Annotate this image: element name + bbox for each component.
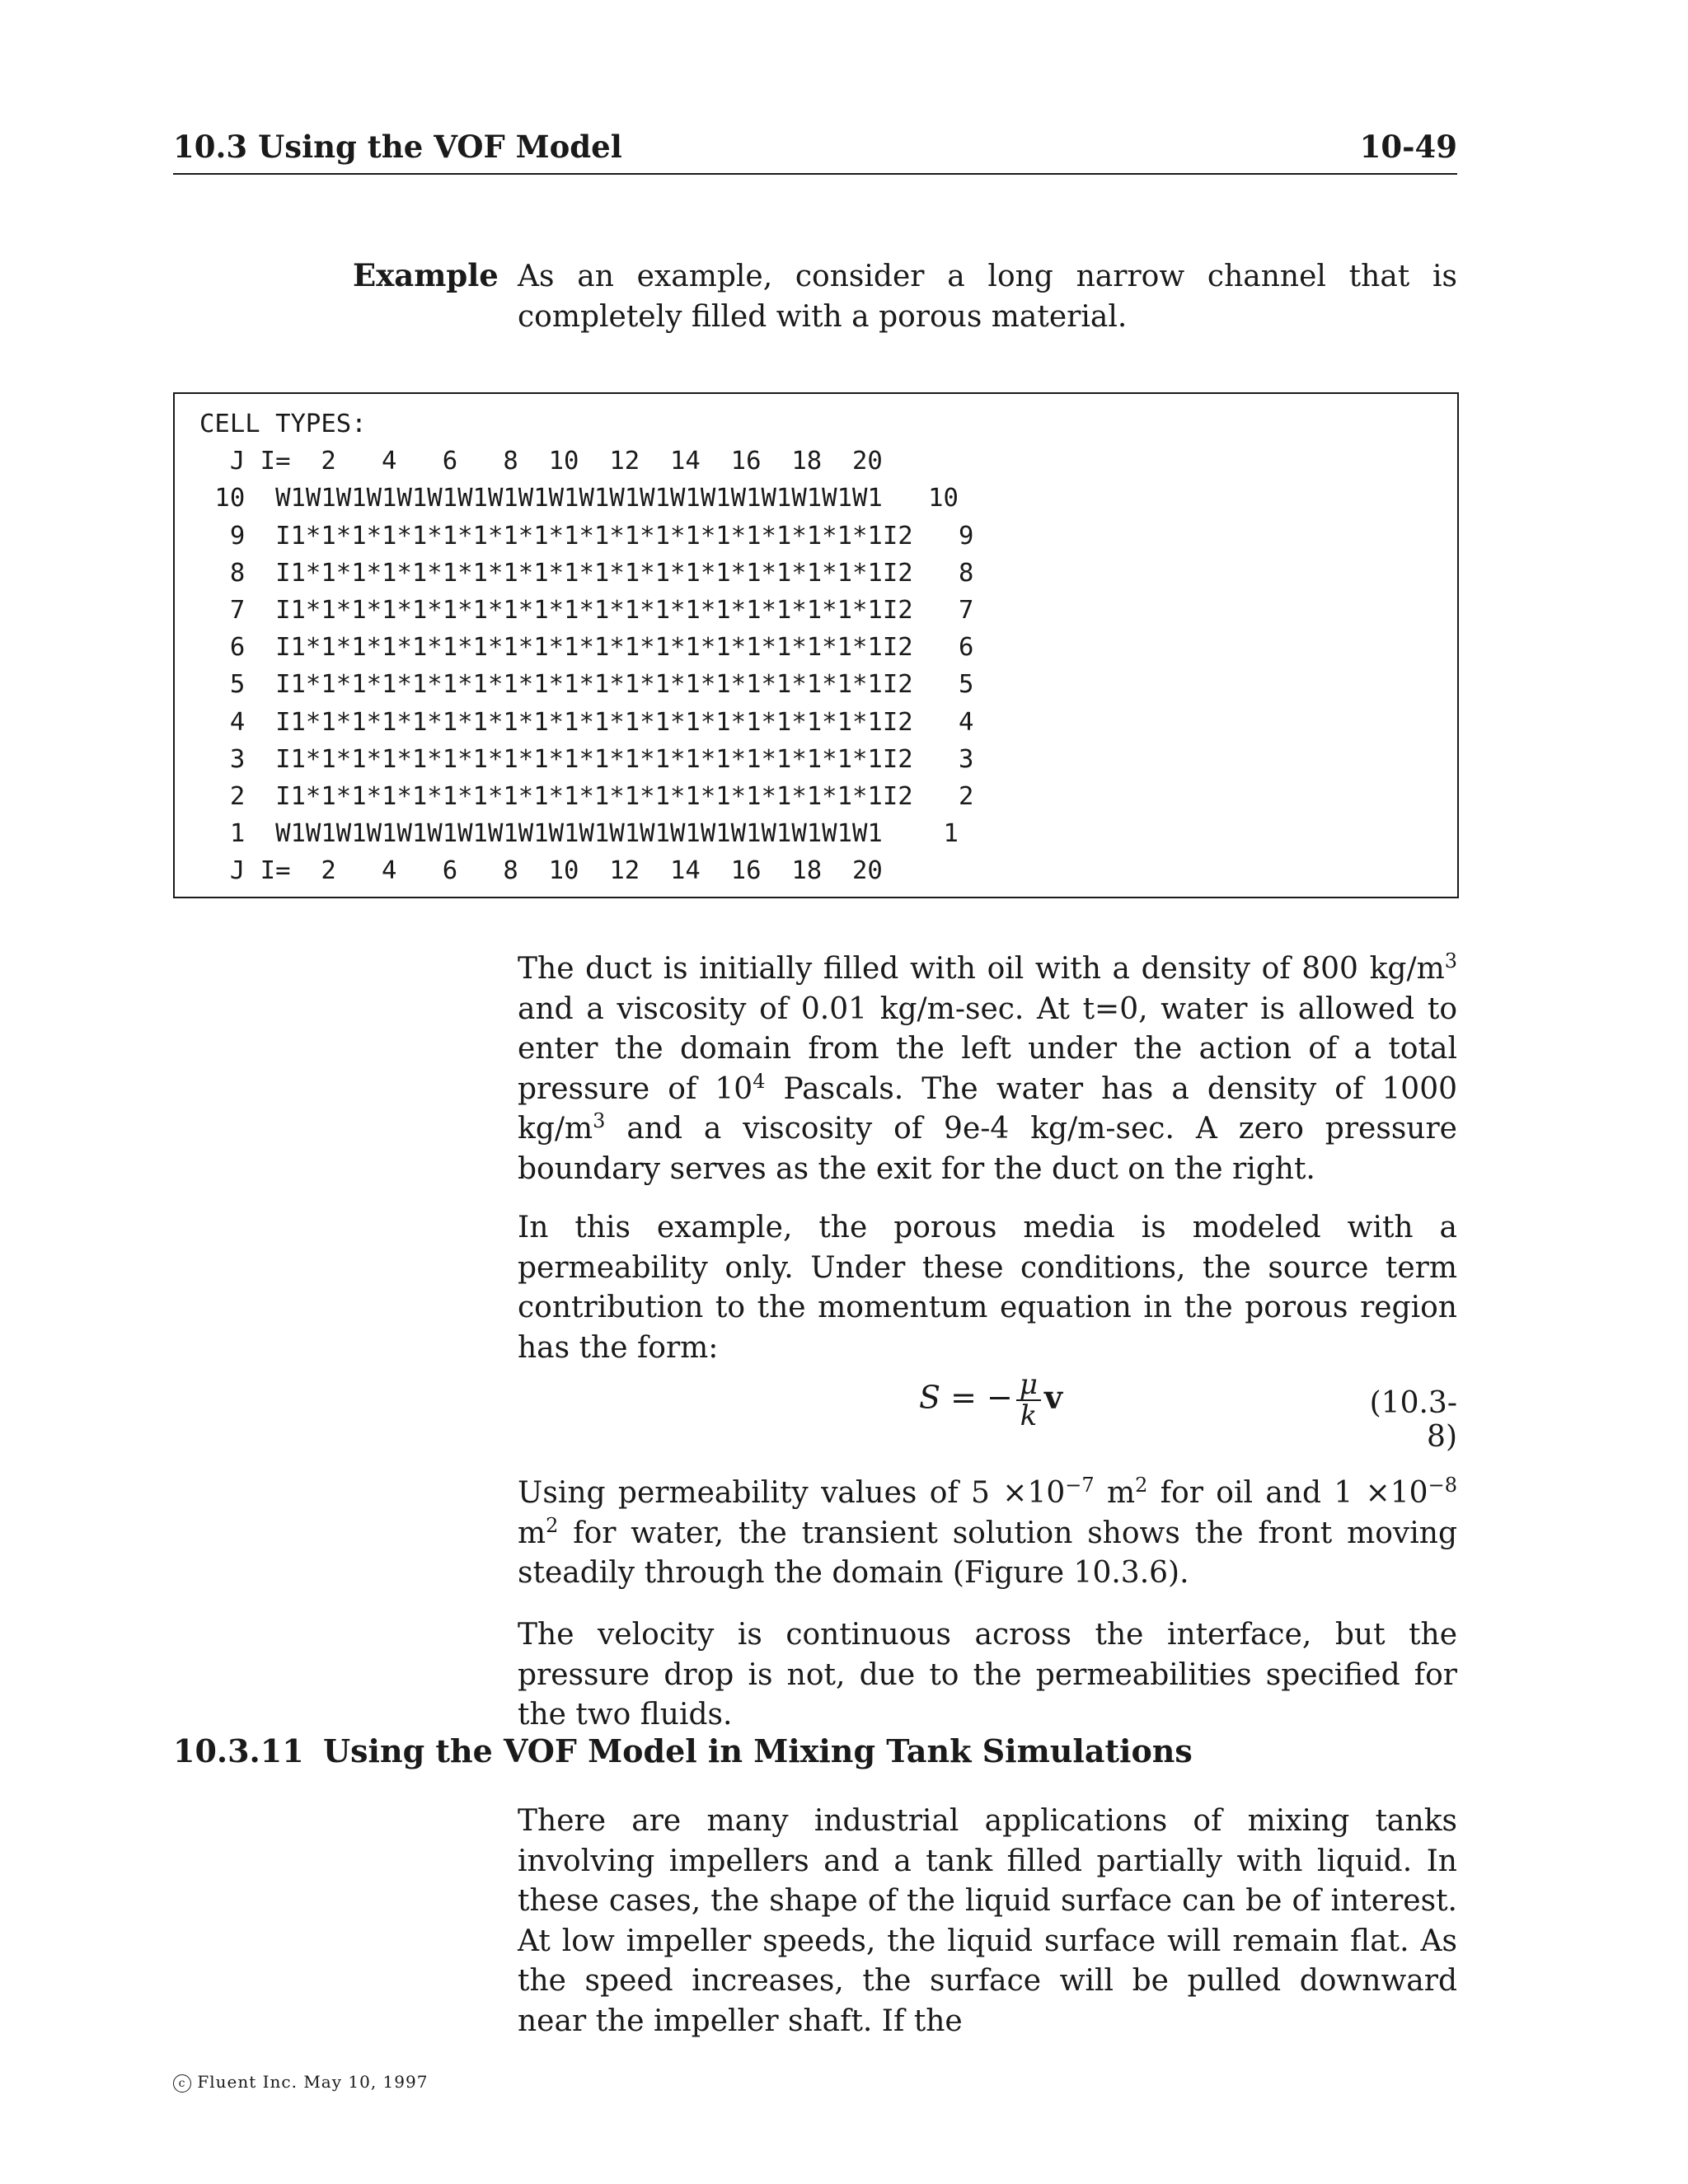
section-number: 10.3.11 xyxy=(173,1732,304,1769)
equation-denominator: k xyxy=(1020,1399,1038,1432)
footer-text: Fluent Inc. May 10, 1997 xyxy=(191,2072,429,2092)
cell-types-text: CELL TYPES: J I= 2 4 6 8 10 12 14 16 18 20 10 W1W1W1W1W1W1W1W1W1W1W1W1W1W1W1W1W1W1W1W1 10 9 I1*1*1*1*1*1*1*1*1*1*1*1*1*1*1*1*1*1*1*1I2 9 8 I1*1*1*1*1*1*1*1*1*1*1*1*1*1*1*1*1*1*1*1I2 8 7 I1*1*1*1*1*1*1*1*1*1*1*1*1*1*1*1*1*1*1*1I2 7 6 I1*1*1*1*1*1*1*1*1*1*1*1*1*1*1*1*1*1*1*1I2 6 5 I1*1*1*1*1*1*1*1*1*1*1*1*1*1*1*1*1*1*1*1I2 5 4 I1*1*1*1*1*1*1*1*1*1*1*1*1*1*1*1*1*1*1*1I2 4 3 I1*1*1*1*1*1*1*1*1*1*1*1*1*1*1*1*1*1*1*1I2 3 2 I1*1*1*1*1*1*1*1*1*1*1*1*1*1*1*1*1*1*1*1I2 2 1 W1W1W1W1W1W1W1W1W1W1W1W1W1W1W1W1W1W1W1W1 1 J I= 2 4 6 8 10 12 14 16 18 20 xyxy=(199,410,974,886)
text-span: and a viscosity of 0.01 kg/m-sec. At t=0, water is allowed to enter the domain from the left under the action of a total pressure of 10 xyxy=(518,991,1457,1106)
page-footer xyxy=(173,2072,428,2093)
example-label: Example xyxy=(353,257,499,293)
superscript: 2 xyxy=(1135,1474,1148,1497)
superscript: 4 xyxy=(753,1069,766,1093)
text-span: and a viscosity of 9e-4 kg/m-sec. A zero pressure boundary serves as the exit for the duct on the right. xyxy=(518,1112,1457,1186)
paragraph-duct xyxy=(518,949,1457,1189)
equation-number: (10.3-8) xyxy=(1369,1386,1457,1454)
paragraph-velocity: The velocity is continuous across the interface, but the pressure drop is not, due to the permeabilities specified for the two fluids. xyxy=(518,1618,1457,1732)
text-span: for water, the transient solution shows the front moving steadily through the domain (Figure 10.3.6). xyxy=(518,1516,1457,1590)
header-title: 10.3 Using the VOF Model xyxy=(173,129,622,165)
text-span: The duct is initially filled with oil with a density of 800 kg/m xyxy=(518,952,1445,986)
paragraph-permeability xyxy=(518,1474,1457,1594)
superscript: −7 xyxy=(1065,1474,1095,1497)
cell-types-listing xyxy=(173,392,1459,898)
copyright-icon: c xyxy=(173,2074,191,2093)
text-span: Using permeability values of 5 ×10 xyxy=(518,1476,1066,1510)
superscript: 3 xyxy=(593,1109,606,1132)
text-span: m xyxy=(518,1516,546,1550)
example-text: As an example, consider a long narrow channel that is completely filled with a porous material. xyxy=(518,260,1457,334)
text-span: Pascals. The water has a density of 1000 kg/m xyxy=(518,1071,1458,1146)
paragraph-mixing: There are many industrial applications of mixing tanks involving impellers and a tank filled partially with liquid. In these cases, the shape of the liquid surface can be of interest. At low impeller speeds, the liquid surface will remain flat. As the speed increases, the surface will be pulled downward near the impeller shaft. If the xyxy=(518,1804,1457,2038)
superscript: 2 xyxy=(546,1513,559,1537)
superscript: −8 xyxy=(1428,1474,1457,1497)
text-span: for oil and 1 ×10 xyxy=(1147,1476,1428,1510)
equation xyxy=(919,1370,1062,1431)
page-number: 10-49 xyxy=(1359,129,1457,165)
equation-lhs: S xyxy=(919,1379,941,1416)
section-title: Using the VOF Model in Mixing Tank Simulations xyxy=(323,1732,1193,1769)
page-header xyxy=(173,124,1457,175)
superscript: 3 xyxy=(1444,949,1457,972)
paragraph-porous: In this example, the porous media is modeled with a permeability only. Under these conditions, the source term contribution to the momentum equation in the porous region has the form: xyxy=(518,1211,1457,1365)
equation-numerator: μ xyxy=(1016,1370,1041,1401)
equation-fraction xyxy=(1016,1370,1041,1431)
equation-vector: v xyxy=(1044,1378,1063,1416)
equation-equals: = − xyxy=(940,1379,1013,1416)
text-span: m xyxy=(1094,1476,1136,1510)
